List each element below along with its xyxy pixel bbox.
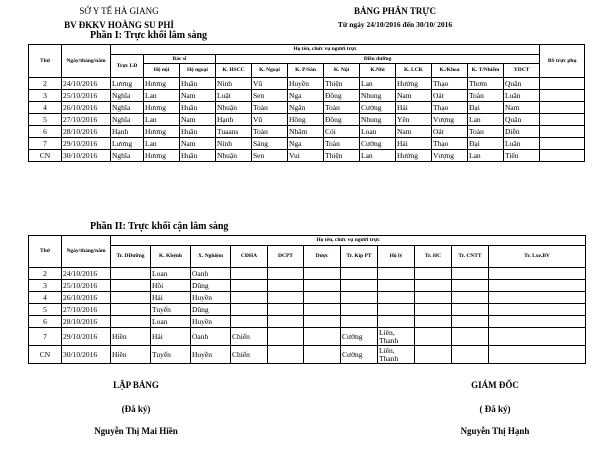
cell-staff: Tuaans xyxy=(216,126,252,138)
cell-staff xyxy=(341,304,378,316)
cell-staff: Lan xyxy=(360,78,396,90)
cell-staff: Liên, Thanh xyxy=(378,328,415,346)
cell-staff xyxy=(231,280,268,292)
cell-staff xyxy=(540,102,585,114)
cell-staff xyxy=(452,328,489,346)
cell-staff xyxy=(111,292,151,304)
cell-staff: Nghĩa xyxy=(111,90,144,102)
cell-staff xyxy=(489,268,586,280)
col-header: K./Khoa xyxy=(432,64,468,78)
cell-thu: 7 xyxy=(29,328,62,346)
cell-staff: Hường xyxy=(396,150,432,162)
cell-thu: 4 xyxy=(29,292,62,304)
cell-staff: Cường xyxy=(360,102,396,114)
cell-thu: 4 xyxy=(29,102,62,114)
cell-staff: Huân xyxy=(180,126,216,138)
cell-staff: Hạnh xyxy=(216,114,252,126)
cell-staff: Nhuận xyxy=(216,102,252,114)
col-bs-truc-phu: BS trực phụ xyxy=(540,45,585,78)
cell-staff: Nam xyxy=(396,90,432,102)
cell-staff: Diễn xyxy=(504,126,540,138)
col-header: Tr. Kíp PT xyxy=(341,246,378,268)
table-row xyxy=(29,346,586,364)
cell-date: 30/10/2016 xyxy=(62,346,111,364)
cell-staff: Hồng xyxy=(288,114,324,126)
cell-thu: 6 xyxy=(29,126,62,138)
cell-staff xyxy=(268,346,304,364)
cell-staff xyxy=(378,292,415,304)
part2-heading: Phần II: Trực khối cận lâm sàng xyxy=(90,221,229,232)
cell-staff: Sen xyxy=(252,90,288,102)
cell-staff: Ngân xyxy=(288,102,324,114)
cell-staff: Hương xyxy=(144,126,180,138)
cell-staff: Ninh xyxy=(216,138,252,150)
col-thu: Thứ xyxy=(29,236,62,268)
cell-staff xyxy=(268,304,304,316)
cell-staff: Nam xyxy=(180,138,216,150)
cell-staff: Toàn xyxy=(468,90,504,102)
cell-staff: Đồng xyxy=(324,90,360,102)
col-header: Hộ lý xyxy=(378,246,415,268)
cell-staff xyxy=(452,304,489,316)
col-truc-ld: Trực LĐ xyxy=(111,55,144,78)
cell-staff xyxy=(415,268,452,280)
cell-staff: Lương xyxy=(111,78,144,90)
cell-staff xyxy=(415,292,452,304)
cell-date: 26/10/2016 xyxy=(62,292,111,304)
cell-staff xyxy=(452,268,489,280)
cell-staff: Hiền xyxy=(111,346,151,364)
cell-staff: Toàn xyxy=(324,138,360,150)
cell-staff: Vũ xyxy=(252,78,288,90)
cell-thu: CN xyxy=(29,150,62,162)
cell-staff xyxy=(378,268,415,280)
cell-staff xyxy=(111,316,151,328)
col-date: Ngày/tháng/năm xyxy=(62,236,111,268)
cell-staff xyxy=(415,280,452,292)
cell-staff: Lan xyxy=(360,150,396,162)
col-group-bacsi: Bác sĩ xyxy=(144,55,216,64)
cell-staff xyxy=(111,304,151,316)
col-header: DCPT xyxy=(268,246,304,268)
organization-header xyxy=(44,4,194,32)
cell-staff xyxy=(111,268,151,280)
cell-staff: Vượng xyxy=(432,150,468,162)
table-row xyxy=(29,102,585,114)
cell-staff xyxy=(452,280,489,292)
cell-staff: Loan xyxy=(151,316,191,328)
cell-staff: Oanh xyxy=(191,328,231,346)
cell-staff: Huyền xyxy=(288,78,324,90)
cell-staff: Liên, Thanh xyxy=(378,346,415,364)
table-row xyxy=(29,280,586,292)
cell-staff: Vũ xyxy=(252,114,288,126)
cell-staff: Lan xyxy=(144,138,180,150)
col-header: K. Nội xyxy=(324,64,360,78)
col-header: CĐHA xyxy=(231,246,268,268)
col-header: K. LCK xyxy=(396,64,432,78)
cell-staff: Luân xyxy=(504,90,540,102)
cell-staff xyxy=(268,268,304,280)
cell-staff xyxy=(378,280,415,292)
cell-staff xyxy=(304,280,341,292)
cell-staff: Hải xyxy=(396,102,432,114)
director-title: GIÁM ĐỐC xyxy=(471,380,519,390)
cell-staff: Chiến xyxy=(231,328,268,346)
cell-staff: Nam xyxy=(180,114,216,126)
table-row xyxy=(29,78,585,90)
part1-heading: Phần I: Trực khối lâm sàng xyxy=(90,30,208,41)
cell-staff: Lan xyxy=(468,114,504,126)
cell-thu: 3 xyxy=(29,280,62,292)
cell-staff: Hải xyxy=(396,138,432,150)
cell-staff xyxy=(231,268,268,280)
cell-staff: Huân xyxy=(180,102,216,114)
table-row xyxy=(29,292,586,304)
cell-staff: Huyền xyxy=(191,292,231,304)
cell-staff: Hạnh xyxy=(111,126,144,138)
cell-thu: 2 xyxy=(29,78,62,90)
cell-date: 27/10/2016 xyxy=(62,114,111,126)
col-header: Tr. DĐưỡng xyxy=(111,246,151,268)
cell-staff: Hồi xyxy=(151,280,191,292)
cell-staff xyxy=(540,126,585,138)
cell-staff: Sen xyxy=(252,150,288,162)
cell-staff: Đại xyxy=(468,102,504,114)
cell-staff: Cường xyxy=(360,138,396,150)
cell-date: 30/10/2016 xyxy=(62,150,111,162)
cell-date: 24/10/2016 xyxy=(62,78,111,90)
cell-staff: Tiến xyxy=(504,150,540,162)
cell-staff: Nhung xyxy=(360,90,396,102)
table-row xyxy=(29,316,586,328)
cell-staff: Nam xyxy=(180,90,216,102)
cell-date: 24/10/2016 xyxy=(62,268,111,280)
cell-staff xyxy=(415,328,452,346)
cell-staff: Lương xyxy=(111,138,144,150)
cell-staff xyxy=(489,328,586,346)
cell-staff xyxy=(341,268,378,280)
col-header: Hệ ngoại xyxy=(180,64,216,78)
cell-staff xyxy=(489,304,586,316)
col-header: Tr. HC xyxy=(415,246,452,268)
cell-staff: Tuyến xyxy=(151,346,191,364)
prepared-by-block xyxy=(56,380,216,436)
table-row xyxy=(29,114,585,126)
cell-staff xyxy=(540,90,585,102)
director-block xyxy=(415,380,575,436)
cell-staff xyxy=(415,346,452,364)
cell-staff xyxy=(111,280,151,292)
cell-staff xyxy=(268,280,304,292)
director-signed: ( Đã ký) xyxy=(479,404,511,414)
col-header: K. Ngoại xyxy=(252,64,288,78)
cell-date: 25/10/2016 xyxy=(62,280,111,292)
cell-staff: Toàn xyxy=(252,126,288,138)
col-header: X. Nghiệm xyxy=(191,246,231,268)
cell-staff xyxy=(452,346,489,364)
paraclinical-duty-table xyxy=(28,235,586,364)
cell-staff: Đồng xyxy=(324,114,360,126)
cell-staff xyxy=(268,292,304,304)
cell-thu: 2 xyxy=(29,268,62,280)
cell-staff xyxy=(304,268,341,280)
cell-staff xyxy=(540,114,585,126)
cell-thu: 6 xyxy=(29,316,62,328)
cell-staff: Toàn xyxy=(252,102,288,114)
cell-staff xyxy=(304,316,341,328)
cell-staff xyxy=(304,292,341,304)
cell-staff: Thạo xyxy=(432,102,468,114)
table-row xyxy=(29,90,585,102)
cell-staff xyxy=(489,346,586,364)
cell-staff xyxy=(415,304,452,316)
cell-staff: Thạo xyxy=(432,138,468,150)
cell-staff xyxy=(452,292,489,304)
prepared-by-name: Nguyễn Thị Mai Hiền xyxy=(94,426,178,436)
prepared-by-signed: (Đã ký) xyxy=(121,404,151,414)
col-thu: Thứ xyxy=(29,45,62,78)
cell-staff: Hương xyxy=(144,150,180,162)
col-header: Tr. CNTT xyxy=(452,246,489,268)
cell-staff: Luân xyxy=(504,138,540,150)
cell-staff: Oát xyxy=(432,126,468,138)
table-row xyxy=(29,126,585,138)
cell-staff xyxy=(341,280,378,292)
col-group-dieuduong: Điều dưỡng xyxy=(216,55,540,64)
cell-staff xyxy=(540,78,585,90)
cell-staff xyxy=(489,280,586,292)
cell-staff: Loan xyxy=(360,126,396,138)
cell-staff xyxy=(304,328,341,346)
cell-thu: 3 xyxy=(29,90,62,102)
cell-staff: Dũng xyxy=(191,304,231,316)
cell-staff xyxy=(341,316,378,328)
cell-staff xyxy=(268,328,304,346)
cell-staff: Hương xyxy=(144,102,180,114)
cell-staff: Thiện xyxy=(324,150,360,162)
cell-staff: Cường xyxy=(341,328,378,346)
cell-staff: Sáng xyxy=(252,138,288,150)
col-header: K. P/Sản xyxy=(288,64,324,78)
cell-staff: Nhuận xyxy=(216,150,252,162)
cell-staff: Hải xyxy=(151,328,191,346)
col-header: Hệ nội xyxy=(144,64,180,78)
cell-staff: Cường xyxy=(341,346,378,364)
cell-staff xyxy=(341,292,378,304)
cell-staff: Huân xyxy=(180,150,216,162)
table-row xyxy=(29,328,586,346)
cell-staff: Toàn xyxy=(324,102,360,114)
cell-staff: Đại xyxy=(468,138,504,150)
cell-staff xyxy=(540,150,585,162)
table-row xyxy=(29,138,585,150)
cell-thu: 5 xyxy=(29,304,62,316)
org-line1: SỞ Y TẾ HÀ GIANG xyxy=(79,6,159,16)
cell-staff: Thạo xyxy=(432,78,468,90)
cell-staff xyxy=(452,316,489,328)
col-header: Dược xyxy=(304,246,341,268)
cell-staff xyxy=(489,292,586,304)
cell-thu: 5 xyxy=(29,114,62,126)
cell-thu: 7 xyxy=(29,138,62,150)
col-header: K. T/Nhiễm xyxy=(468,64,504,78)
cell-staff: Vượng xyxy=(432,114,468,126)
cell-staff xyxy=(489,316,586,328)
cell-staff: Dũng xyxy=(191,280,231,292)
cell-staff: Huyền xyxy=(191,316,231,328)
col-header: K.Nhi xyxy=(360,64,396,78)
cell-staff: Hường xyxy=(396,78,432,90)
document-header xyxy=(300,4,490,32)
cell-staff xyxy=(304,304,341,316)
col-group-duty-staff: Họ tên, chức vụ người trực xyxy=(111,45,540,55)
cell-staff xyxy=(378,304,415,316)
col-header: Tr. Lxe,BV xyxy=(489,246,586,268)
col-header: K. HSCC xyxy=(216,64,252,78)
cell-staff: Nam xyxy=(504,102,540,114)
cell-staff: Huân xyxy=(180,78,216,90)
cell-staff: Nhung xyxy=(360,114,396,126)
cell-staff: Thiện xyxy=(324,78,360,90)
cell-staff: Lan xyxy=(468,150,504,162)
col-header: YDCT xyxy=(504,64,540,78)
cell-staff xyxy=(304,346,341,364)
cell-staff: Nhâm xyxy=(288,126,324,138)
cell-date: 26/10/2016 xyxy=(62,102,111,114)
cell-staff: Luật xyxy=(216,90,252,102)
cell-staff xyxy=(268,316,304,328)
cell-staff xyxy=(378,316,415,328)
clinical-duty-table xyxy=(28,44,585,162)
cell-staff: Nghĩa xyxy=(111,102,144,114)
cell-staff: Quân xyxy=(504,78,540,90)
cell-staff: Hải xyxy=(151,292,191,304)
cell-staff: Tuyến xyxy=(151,304,191,316)
cell-staff: Nghĩa xyxy=(111,150,144,162)
cell-date: 29/10/2016 xyxy=(62,328,111,346)
cell-thu: CN xyxy=(29,346,62,364)
col-date: Ngày/tháng/năm xyxy=(62,45,111,78)
cell-staff xyxy=(415,316,452,328)
prepared-by-title: LẬP BẢNG xyxy=(113,380,159,390)
org-line2: BV ĐKKV HOÀNG SU PHÌ xyxy=(64,20,174,30)
cell-staff xyxy=(540,138,585,150)
cell-staff: Thơm xyxy=(468,78,504,90)
cell-staff: Hương xyxy=(144,78,180,90)
document-title: BẢNG PHÂN TRỰC xyxy=(353,6,436,16)
col-header: K. Kbệnh xyxy=(151,246,191,268)
cell-date: 25/10/2016 xyxy=(62,90,111,102)
cell-staff: Oát xyxy=(432,90,468,102)
date-range: Từ ngày 24/10/2016 đến 30/10/ 2016 xyxy=(337,20,453,29)
cell-staff: Ninh xyxy=(216,78,252,90)
cell-date: 27/10/2016 xyxy=(62,304,111,316)
cell-staff: Vui xyxy=(288,150,324,162)
cell-staff: Oanh xyxy=(191,268,231,280)
cell-date: 28/10/2016 xyxy=(62,126,111,138)
cell-staff xyxy=(231,292,268,304)
cell-staff: Cói xyxy=(324,126,360,138)
table-row xyxy=(29,150,585,162)
director-name: Nguyễn Thị Hạnh xyxy=(460,426,530,436)
cell-date: 29/10/2016 xyxy=(62,138,111,150)
cell-staff xyxy=(231,316,268,328)
cell-staff: Loan xyxy=(151,268,191,280)
cell-staff: Nga xyxy=(288,90,324,102)
cell-staff: Quân xyxy=(504,114,540,126)
table-row xyxy=(29,268,586,280)
cell-staff: Toàn xyxy=(468,126,504,138)
cell-staff: Nghĩa xyxy=(111,114,144,126)
cell-staff: Nga xyxy=(288,138,324,150)
cell-staff: Huyền xyxy=(191,346,231,364)
cell-staff: Yên xyxy=(396,114,432,126)
col-group-duty-staff: Họ tên, chức vụ người trực xyxy=(111,236,586,246)
cell-staff: Lan xyxy=(144,114,180,126)
cell-date: 28/10/2016 xyxy=(62,316,111,328)
cell-staff: Hiền xyxy=(111,328,151,346)
cell-staff: Nam xyxy=(396,126,432,138)
cell-staff: Chiến xyxy=(231,346,268,364)
cell-staff: Lan xyxy=(144,90,180,102)
cell-staff xyxy=(231,304,268,316)
table-row xyxy=(29,304,586,316)
